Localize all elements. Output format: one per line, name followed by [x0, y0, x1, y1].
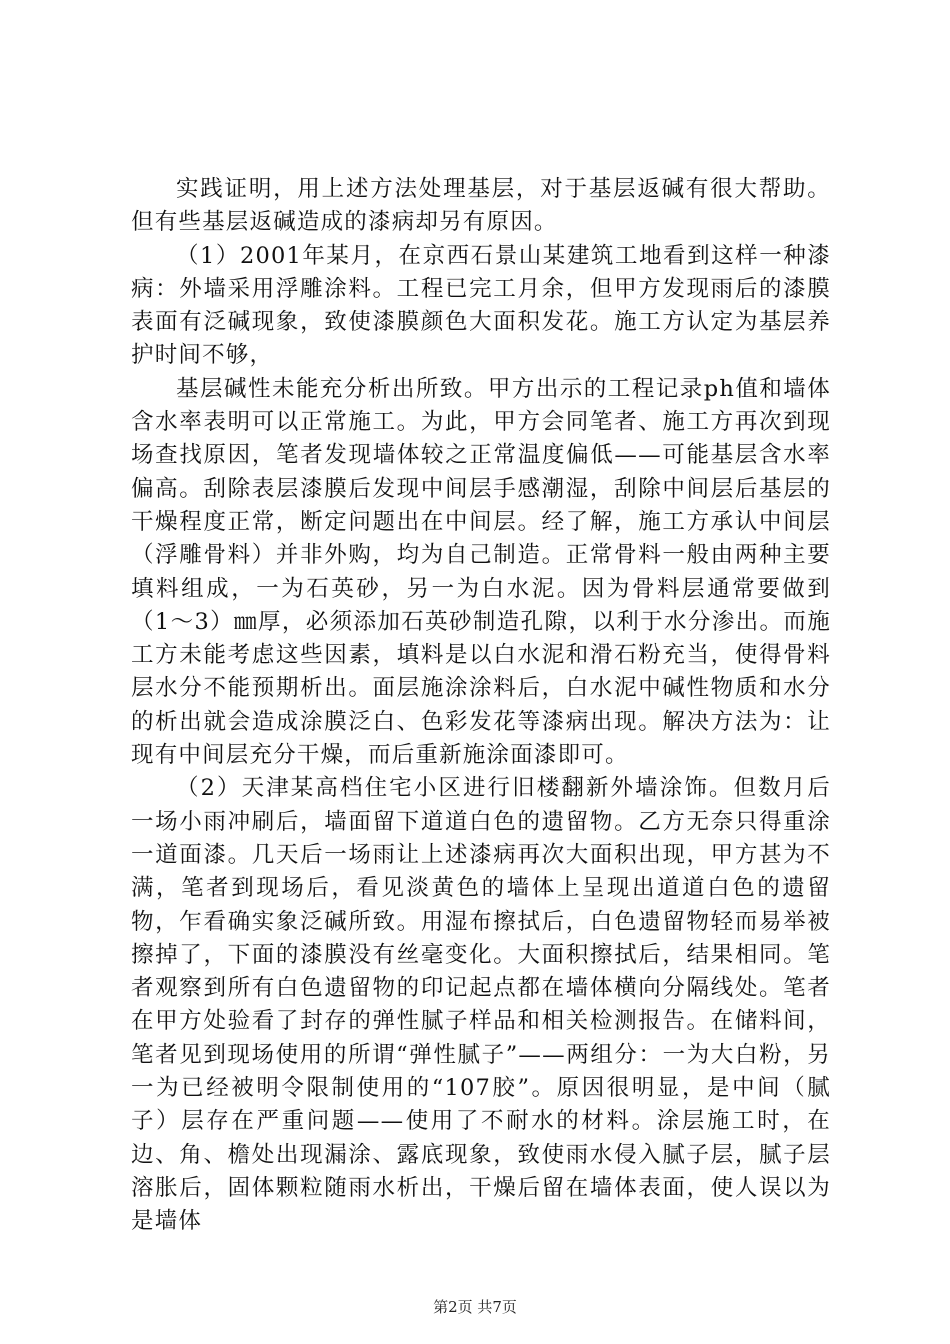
- paragraph-1: 实践证明，用上述方法处理基层，对于基层返碱有很大帮助。但有些基层返碱造成的漆病却另有原因。: [131, 176, 831, 236]
- page-number-footer: 第2页 共7页: [433, 1298, 517, 1316]
- body-text: [131, 173, 831, 1239]
- paragraph-4: （2）天津某高档住宅小区进行旧楼翻新外墙涂饰。但数月后一场小雨冲刷后，墙面留下道道白色的遗留物。乙方无奈只得重涂一道面漆。几天后一场雨让上述漆病再次大面积出现，甲方甚为不满，笔者到现场后，看见淡黄色的墙体上呈现出道道白色的遗留物，乍看确实象泛碱所致。用湿布擦拭后，白色遗留物轻而易举被擦掉了，下面的漆膜没有丝毫变化。大面积擦拭后，结果相同。笔者观察到所有白色遗留物的印记起点都在墙体横向分隔线处。笔者在甲方处验看了封存的弹性腻子样品和相关检测报告。在储料间，笔者见到现场使用的所谓“弹性腻子”——两组分：一为大白粉，另一为已经被明令限制使用的“107胶”。原因很明显，是中间（腻子）层存在严重问题——使用了不耐水的材料。涂层施工时，在边、角、檐处出现漏涂、露底现象，致使雨水侵入腻子层，腻子层溶胀后，固体颗粒随雨水析出，干燥后留在墙体表面，使人误以为是墙体: [131, 775, 831, 1235]
- paragraph-2: （1）2001年某月，在京西石景山某建筑工地看到这样一种漆病：外墙采用浮雕涂料。工程已完工月余，但甲方发现雨后的漆膜表面有泛碱现象，致使漆膜颜色大面积发花。施工方认定为基层养护时间不够，: [131, 242, 831, 369]
- paragraph-3: 基层碱性未能充分析出所致。甲方出示的工程记录ph值和墙体含水率表明可以正常施工。为此，甲方会同笔者、施工方再次到现场查找原因，笔者发现墙体较之正常温度偏低——可能基层含水率偏高。刮除表层漆膜后发现中间层手感潮湿，刮除中间层后基层的干燥程度正常，断定问题出在中间层。经了解，施工方承认中间层（浮雕骨料）并非外购，均为自己制造。正常骨料一般由两种主要填料组成，一为石英砂，另一为白水泥。因为骨料层通常要做到（1～3）㎜厚，必须添加石英砂制造孔隙，以利于水分渗出。而施工方未能考虑这些因素，填料是以白水泥和滑石粉充当，使得骨料层水分不能预期析出。面层施涂涂料后，白水泥中碱性物质和水分的析出就会造成涂膜泛白、色彩发花等漆病出现。解决方法为：让现有中间层充分干燥，而后重新施涂面漆即可。: [131, 375, 831, 769]
